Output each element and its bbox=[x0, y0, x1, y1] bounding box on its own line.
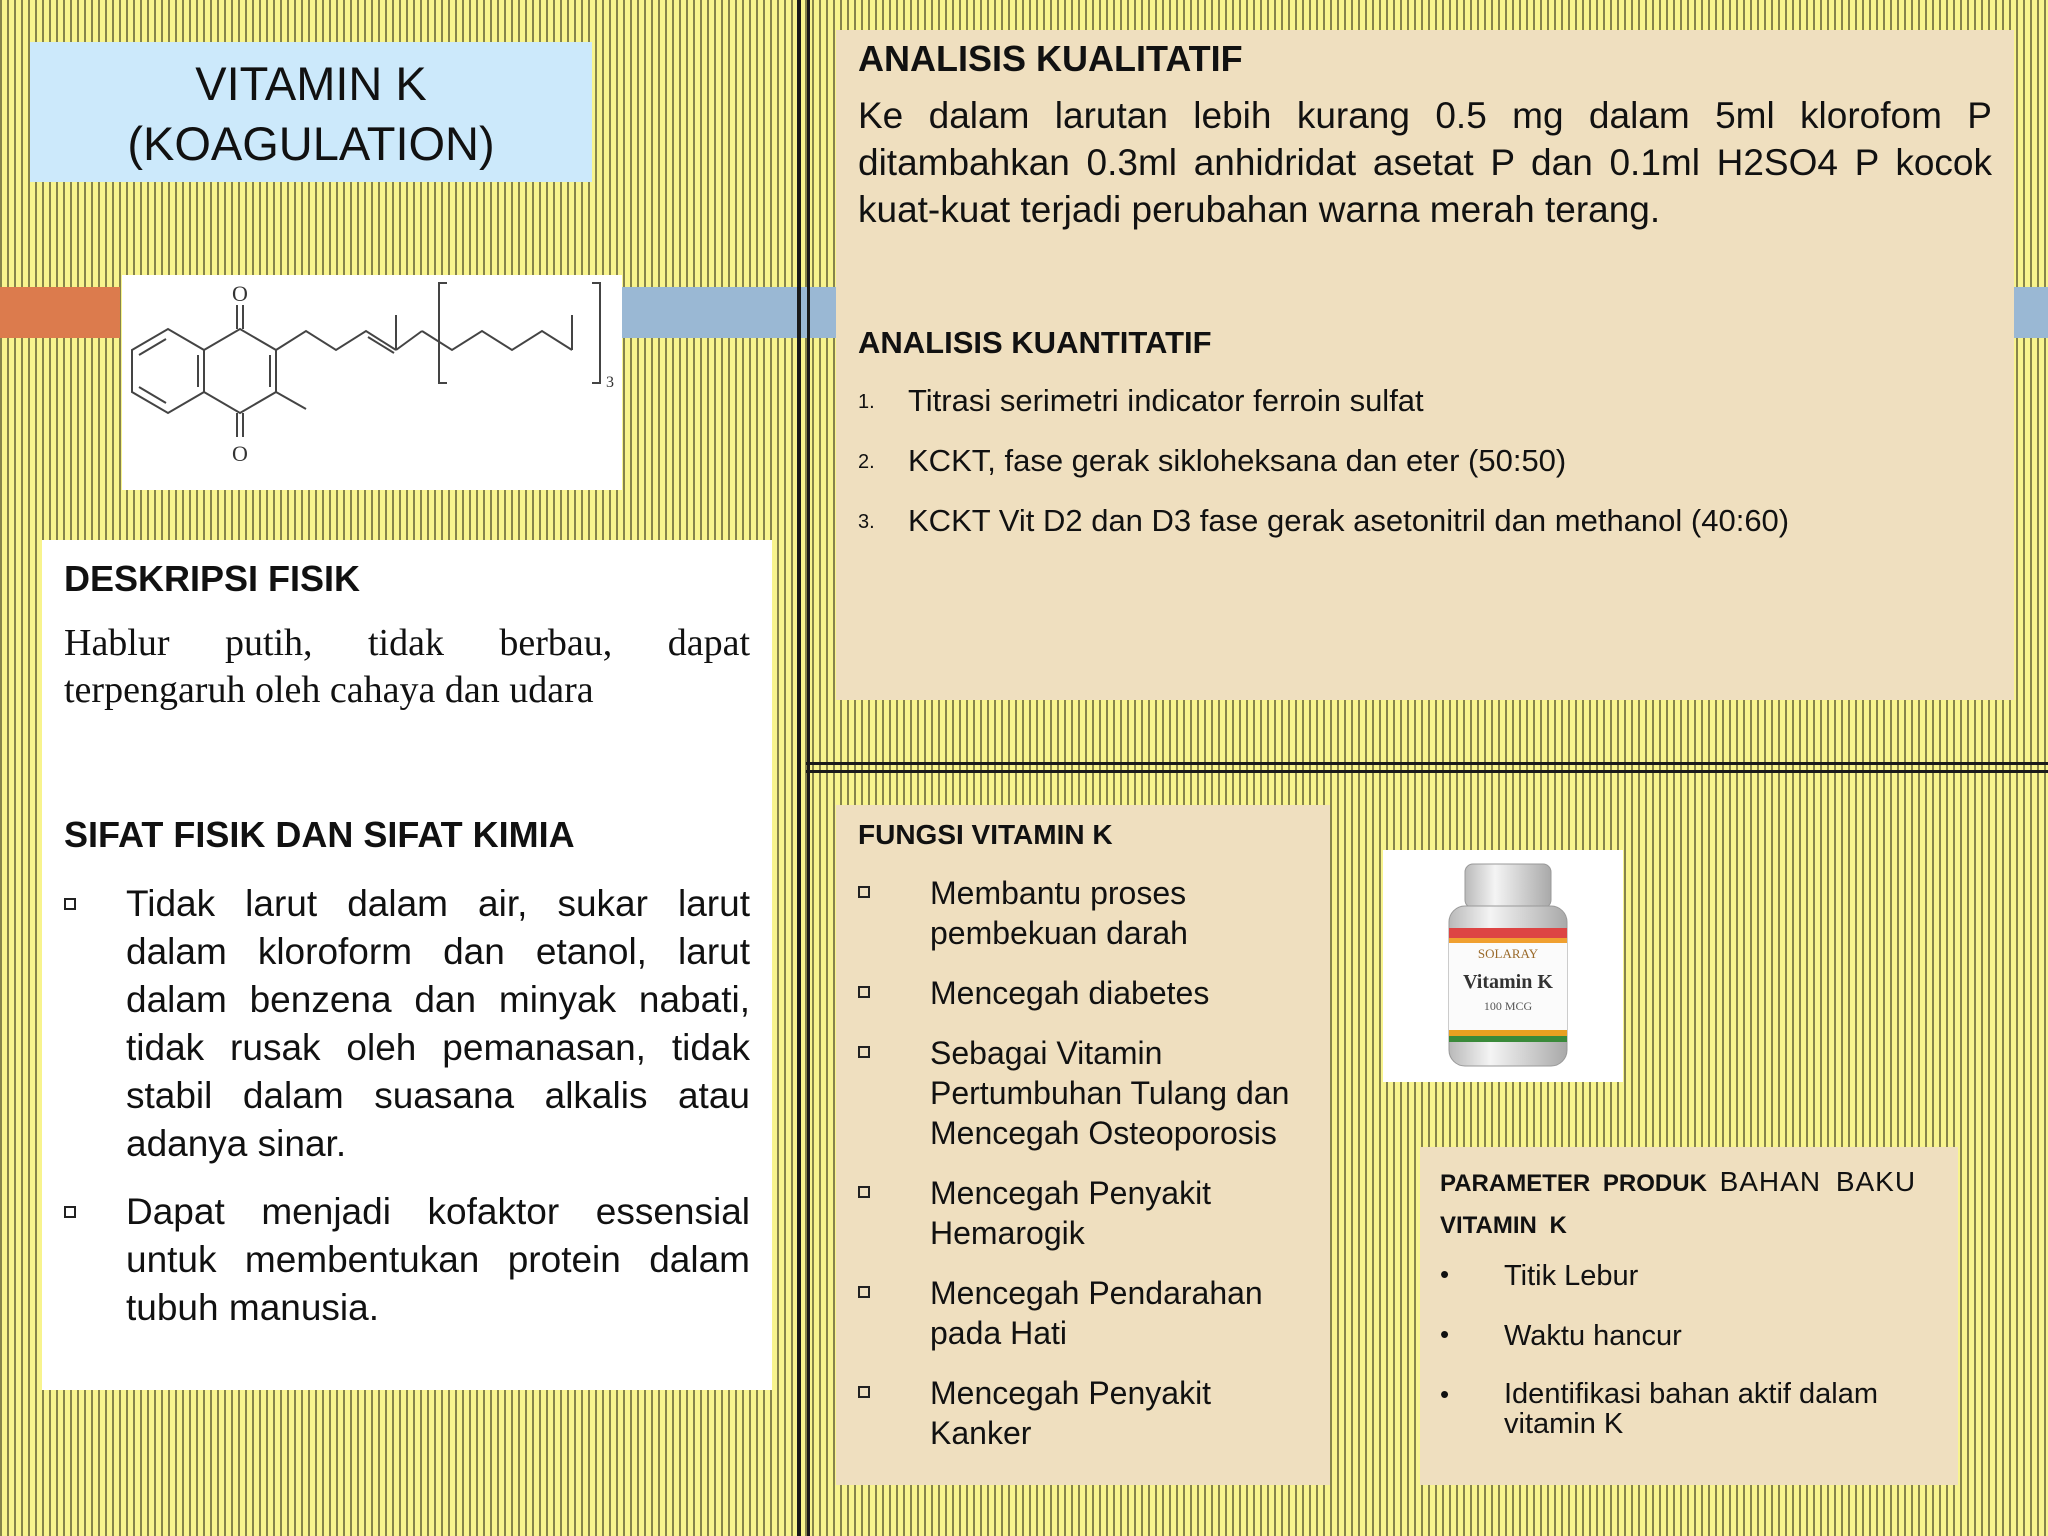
parameter-item-text: Waktu hancur bbox=[1504, 1320, 1682, 1352]
fungsi-item bbox=[858, 1033, 1308, 1153]
deskripsi-text: Hablur putih, tidak berbau, dapat terpengaruh oleh cahaya dan udara bbox=[64, 622, 750, 711]
fungsi-item bbox=[858, 1173, 1308, 1253]
vitamin-k-structure-image bbox=[122, 275, 622, 490]
bullet-icon: • bbox=[1440, 1319, 1450, 1349]
sifat-item bbox=[64, 880, 750, 1168]
vitamin-k-bottle-image bbox=[1383, 850, 1623, 1082]
bullet-icon: • bbox=[1440, 1259, 1450, 1289]
kualitatif-text: Ke dalam larutan lebih kurang 0.5 mg dalam 5ml klorofom P ditambahkan 0.3ml anhidridat asetat P dan 0.1ml H2SO4 P kocok kuat-kuat terjadi perubahan warna merah terang. bbox=[858, 95, 1992, 230]
square-bullet-icon bbox=[64, 898, 76, 910]
accent-band-orange bbox=[0, 287, 120, 338]
accent-band-blue-right bbox=[2014, 287, 2048, 338]
parameter-panel bbox=[1420, 1147, 1958, 1485]
square-bullet-icon bbox=[858, 1046, 870, 1058]
oxygen-label-top: O bbox=[232, 281, 248, 306]
vertical-divider bbox=[797, 0, 801, 1536]
kuantitatif-heading: ANALISIS KUANTITATIF bbox=[858, 325, 1212, 360]
item-number: 3. bbox=[858, 511, 875, 533]
parameter-heading-part: PARAMETER PRODUK bbox=[1440, 1170, 1707, 1197]
bottle-product-name: Vitamin K bbox=[1463, 971, 1553, 993]
square-bullet-icon bbox=[64, 1206, 76, 1218]
bottle-brand: SOLARAY bbox=[1477, 946, 1539, 961]
item-number: 2. bbox=[858, 451, 875, 473]
kuantitatif-item bbox=[858, 501, 1992, 541]
fungsi-heading: FUNGSI VITAMIN K bbox=[858, 819, 1113, 850]
parameter-heading bbox=[1440, 1161, 1938, 1247]
parameter-item-text: Identifikasi bahan aktif dalam vitamin K bbox=[1504, 1378, 1878, 1440]
fungsi-item bbox=[858, 1373, 1308, 1453]
fungsi-item bbox=[858, 873, 1308, 953]
fungsi-item bbox=[858, 973, 1308, 1013]
bottle-dose: 100 MCG bbox=[1483, 999, 1533, 1013]
oxygen-label-bottom: O bbox=[232, 441, 248, 466]
square-bullet-icon bbox=[858, 1386, 870, 1398]
kualitatif-heading: ANALISIS KUALITATIF bbox=[858, 38, 1243, 79]
horizontal-divider-inner bbox=[806, 770, 2048, 773]
fungsi-panel bbox=[836, 805, 1330, 1485]
sifat-item-text: Dapat menjadi kofaktor essensial untuk membentukan protein dalam tubuh manusia. bbox=[126, 1191, 750, 1328]
square-bullet-icon bbox=[858, 986, 870, 998]
square-bullet-icon bbox=[858, 1186, 870, 1198]
parameter-heading-part: BAHAN BAKU bbox=[1719, 1166, 1917, 1197]
deskripsi-heading: DESKRIPSI FISIK bbox=[64, 558, 361, 599]
parameter-item-text: Titik Lebur bbox=[1504, 1260, 1639, 1292]
title-box bbox=[30, 42, 592, 182]
title-line-2: (KOAGULATION) bbox=[127, 117, 495, 170]
repeat-subscript: 3 bbox=[606, 374, 614, 391]
parameter-heading-part: VITAMIN K bbox=[1440, 1212, 1567, 1239]
item-text: KCKT Vit D2 dan D3 fase gerak asetonitril dan methanol (40:60) bbox=[908, 503, 1790, 538]
parameter-item bbox=[1440, 1319, 1938, 1353]
kuantitatif-item bbox=[858, 441, 1992, 481]
square-bullet-icon bbox=[858, 1286, 870, 1298]
parameter-item bbox=[1440, 1259, 1938, 1293]
sifat-heading: SIFAT FISIK DAN SIFAT KIMIA bbox=[64, 814, 575, 855]
fungsi-item bbox=[858, 1273, 1308, 1353]
title-line-1: VITAMIN K bbox=[195, 57, 427, 110]
fungsi-item-text: Mencegah Penyakit Kanker bbox=[930, 1375, 1212, 1451]
description-panel bbox=[42, 540, 772, 1390]
molecule-diagram bbox=[122, 275, 622, 490]
bullet-icon: • bbox=[1440, 1379, 1450, 1409]
item-text: KCKT, fase gerak sikloheksana dan eter (50:50) bbox=[908, 443, 1567, 478]
item-text: Titrasi serimetri indicator ferroin sulfat bbox=[908, 383, 1424, 418]
vertical-divider-inner bbox=[807, 0, 810, 1536]
square-bullet-icon bbox=[858, 886, 870, 898]
parameter-item bbox=[1440, 1379, 1938, 1439]
analysis-panel bbox=[836, 30, 2014, 700]
kuantitatif-item bbox=[858, 381, 1992, 421]
fungsi-item-text: Sebagai Vitamin Pertumbuhan Tulang dan Mencegah Osteoporosis bbox=[930, 1035, 1290, 1151]
item-number: 1. bbox=[858, 391, 875, 413]
fungsi-item-text: Membantu proses pembekuan darah bbox=[930, 875, 1188, 951]
fungsi-item-text: Mencegah Pendarahan pada Hati bbox=[930, 1275, 1263, 1351]
fungsi-item-text: Mencegah diabetes bbox=[930, 975, 1210, 1011]
horizontal-divider bbox=[806, 762, 2048, 765]
accent-band-blue bbox=[622, 287, 836, 338]
sifat-item bbox=[64, 1188, 750, 1332]
sifat-item-text: Tidak larut dalam air, sukar larut dalam kloroform dan etanol, larut dalam benzena dan minyak nabati, tidak rusak oleh pemanasan, tidak stabil dalam suasana alkalis atau adanya sinar. bbox=[126, 883, 750, 1164]
bottle-illustration bbox=[1383, 850, 1623, 1082]
fungsi-item-text: Mencegah Penyakit Hemarogik bbox=[930, 1175, 1212, 1251]
